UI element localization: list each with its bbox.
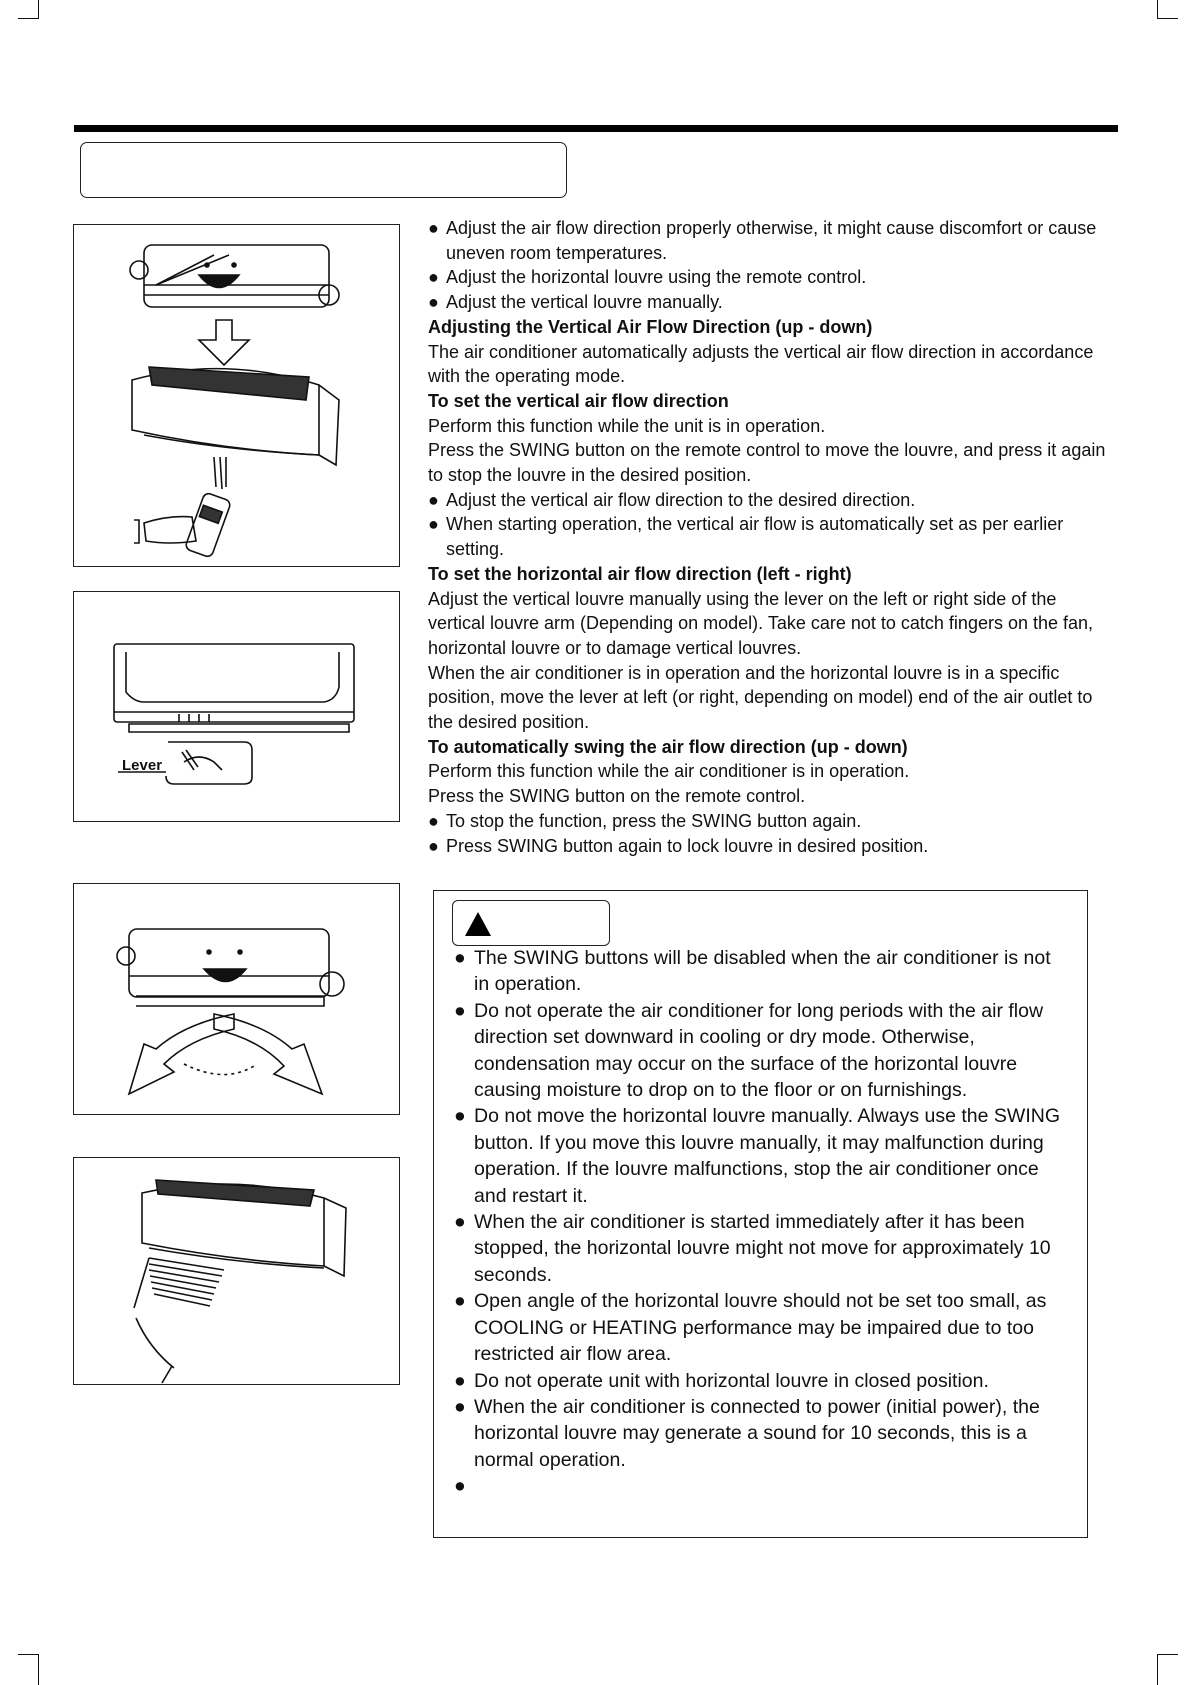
figure-vertical-louvre-lever bbox=[73, 591, 400, 822]
figure-swing-direction bbox=[73, 883, 400, 1115]
instruction-para: Adjust the vertical louvre manually using the lever on the left or right side of the vertical louvre arm (Depending on model). Take care not to catch fingers on the fan, horizontal louvre or to damage vertical louvres. bbox=[428, 588, 1094, 658]
instruction-heading: Adjusting the Vertical Air Flow Direction (up - down) bbox=[428, 316, 873, 337]
caution-list bbox=[454, 945, 1069, 1500]
figure-louvre-positions bbox=[73, 1157, 400, 1385]
crop-mark-bottom-right bbox=[1157, 1654, 1178, 1685]
caution-label-box bbox=[452, 900, 610, 946]
crop-mark-bottom-left bbox=[18, 1654, 39, 1685]
crop-mark-top-left bbox=[18, 0, 39, 19]
caution-item: ● bbox=[454, 1475, 466, 1498]
instruction-heading: To set the vertical air flow direction bbox=[428, 390, 729, 411]
caution-item: ● When the air conditioner is started immediately after it has been stopped, the horizontal louvre might not move for approximately 10 seconds. bbox=[454, 1211, 1051, 1286]
swing-illustration bbox=[74, 884, 399, 1114]
instructions-column bbox=[428, 216, 1118, 858]
remote-illustration bbox=[74, 225, 399, 566]
louvre-illustration bbox=[74, 1158, 399, 1384]
lever-label: Lever bbox=[122, 757, 163, 774]
instruction-para: Perform this function while the unit is in operation. bbox=[428, 415, 826, 436]
instruction-para: When the air conditioner is in operation and the horizontal louvre is in a specific position, move the lever at left (or right, depending on model) end of the air outlet to the desired position. bbox=[428, 662, 1093, 733]
instruction-heading: To set the horizontal air flow direction (left - right) bbox=[428, 563, 852, 584]
instruction-bullet: ● When starting operation, the vertical air flow is automatically set as per earlier setting. bbox=[428, 514, 1064, 560]
caution-item: ● The SWING buttons will be disabled when the air conditioner is not in operation. bbox=[454, 947, 1051, 996]
figure-remote-control bbox=[73, 224, 400, 567]
instruction-bullet: ● Adjust the air flow direction properly otherwise, it might cause discomfort or cause uneven room temperatures. bbox=[428, 218, 1097, 263]
instruction-bullet: ● Press SWING button again to lock louvre in desired position. bbox=[428, 835, 929, 856]
crop-mark-top-right bbox=[1157, 0, 1178, 19]
instruction-bullet: ● Adjust the vertical air flow direction to the desired direction. bbox=[428, 489, 916, 510]
instruction-heading: To automatically swing the air flow direction (up - down) bbox=[428, 736, 908, 757]
section-title-box bbox=[80, 142, 567, 198]
instruction-para: The air conditioner automatically adjusts the vertical air flow direction in accordance with the operating mode. bbox=[428, 341, 1094, 387]
instruction-para: Perform this function while the air conditioner is in operation. bbox=[428, 761, 910, 782]
caution-box bbox=[433, 890, 1088, 1538]
instruction-bullet: ● Adjust the vertical louvre manually. bbox=[428, 292, 723, 313]
lever-illustration bbox=[74, 592, 399, 821]
instruction-para: Press the SWING button on the remote control. bbox=[428, 786, 806, 807]
instruction-bullet: ● Adjust the horizontal louvre using the remote control. bbox=[428, 267, 867, 288]
header-rule bbox=[74, 125, 1118, 132]
instruction-para: Press the SWING button on the remote control to move the louvre, and press it again to stop the louvre in the desired position. bbox=[428, 440, 1106, 486]
caution-item: ● Open angle of the horizontal louvre should not be set too small, as COOLING or HEATING performance may be impaired due to too restricted air flow area. bbox=[454, 1290, 1047, 1366]
caution-item: ● Do not operate unit with horizontal louvre in closed position. bbox=[454, 1369, 989, 1392]
caution-item: ● Do not operate the air conditioner for long periods with the air flow direction set downward in cooling or dry mode. Otherwise, condensation may occur on the surface of the horizontal louvre causing moisture to drop on to the floor or on furnishings. bbox=[454, 999, 1044, 1102]
instruction-bullet: ● To stop the function, press the SWING button again. bbox=[428, 810, 862, 831]
caution-item: ● Do not move the horizontal louvre manually. Always use the SWING button. If you move this louvre manually, it may malfunction during operation. If the louvre malfunctions, stop the air conditioner once and restart it. bbox=[454, 1105, 1060, 1207]
caution-item: ● When the air conditioner is connected to power (initial power), the horizontal louvre may generate a sound for 10 seconds, this is a normal operation. bbox=[454, 1395, 1040, 1471]
warning-triangle-icon bbox=[465, 912, 491, 936]
